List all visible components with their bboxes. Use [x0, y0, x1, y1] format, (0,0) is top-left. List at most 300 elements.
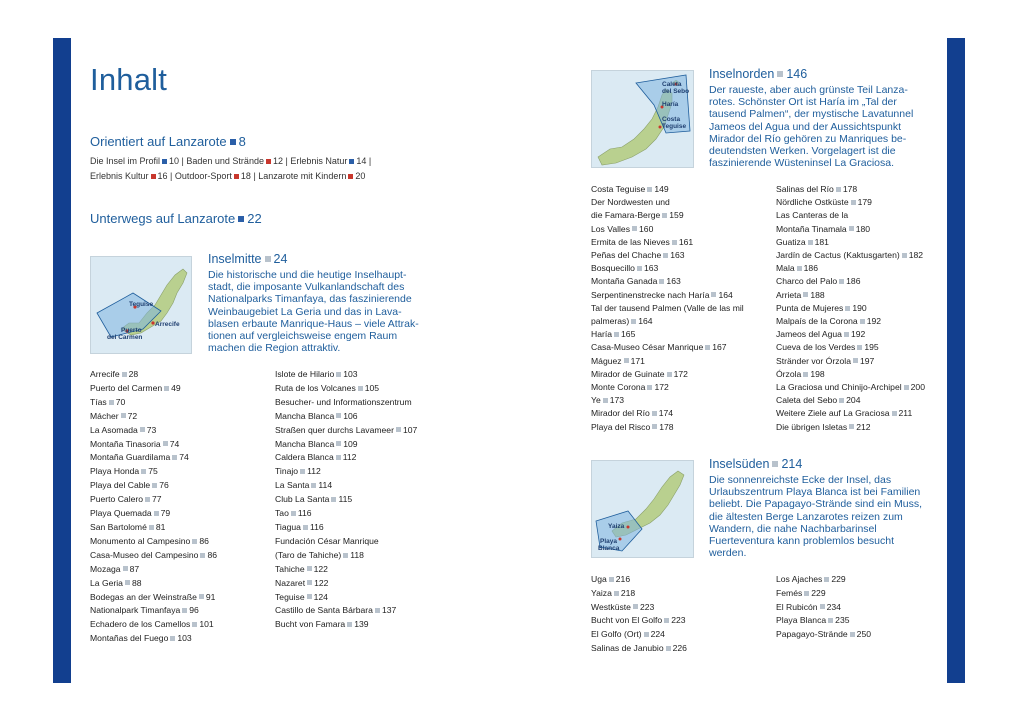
- list-item[interactable]: [90, 521, 217, 535]
- list-item[interactable]: [90, 451, 217, 465]
- square-bullet-icon: [609, 577, 614, 582]
- list-item-name: Salinas de Janubio: [591, 642, 664, 653]
- list-item[interactable]: [776, 315, 925, 328]
- list-item-name: Mácher: [90, 410, 119, 421]
- list-item-page: 216: [615, 574, 631, 584]
- list-item-page: 226: [672, 642, 687, 653]
- list-item-page: 74: [179, 452, 189, 463]
- list-item-page: 72: [127, 410, 138, 421]
- region-inselmitte-page: 24: [273, 252, 288, 266]
- list-item-page: 107: [402, 424, 418, 435]
- list-item[interactable]: [275, 577, 417, 591]
- desc-line: Wandern, die nahe Nachbarbarinsel: [709, 522, 877, 535]
- list-item[interactable]: [90, 410, 217, 424]
- list-item[interactable]: [591, 223, 744, 236]
- square-bullet-icon: [121, 413, 126, 418]
- orientiert-line-1: Die Insel im Profil 10 | Baden und Strände 12 | Erlebnis Natur 14 |: [90, 156, 372, 166]
- list-item-name: Costa Teguise: [591, 184, 646, 194]
- list-item[interactable]: [90, 438, 217, 452]
- list-item[interactable]: [591, 262, 744, 275]
- square-bullet-icon: [349, 159, 354, 164]
- desc-line: werden.: [709, 547, 747, 560]
- list-item-page: 163: [666, 276, 681, 287]
- list-item[interactable]: [90, 507, 217, 521]
- list-item-name: Playa del Risco: [591, 421, 651, 432]
- region-inselnorden-page: 146: [786, 67, 808, 81]
- square-bullet-icon: [797, 266, 802, 271]
- square-bullet-icon: [348, 174, 353, 179]
- list-item-page: 174: [658, 408, 674, 419]
- list-item-name: Punta de Mujeres: [776, 302, 844, 313]
- square-bullet-icon: [358, 386, 363, 391]
- list-item[interactable]: [776, 573, 871, 587]
- list-item-page: 70: [115, 396, 126, 407]
- list-item[interactable]: [776, 262, 925, 275]
- square-bullet-icon: [849, 424, 854, 429]
- list-item-name: Peñas del Chache: [591, 250, 662, 261]
- list-item[interactable]: [275, 521, 417, 535]
- list-item[interactable]: [591, 394, 744, 407]
- list-item[interactable]: [591, 315, 744, 328]
- square-bullet-icon: [839, 279, 844, 284]
- list-item-name: La Santa: [275, 480, 310, 491]
- list-item-name: Tías: [90, 396, 107, 407]
- list-item-name: Bosquecillo: [591, 263, 635, 274]
- right-page-band: [947, 38, 965, 683]
- list-item-name: Tinajo: [275, 466, 299, 477]
- list-item-page: 178: [842, 184, 858, 194]
- list-item-page: 112: [307, 466, 321, 477]
- left-page-band: [53, 38, 71, 683]
- square-bullet-icon: [892, 411, 897, 416]
- list-item-page: 116: [309, 521, 324, 532]
- square-bullet-icon: [300, 469, 305, 474]
- list-item[interactable]: [776, 236, 925, 249]
- list-item[interactable]: [591, 628, 687, 642]
- list-item-page: 87: [129, 563, 140, 574]
- list-item-page: 109: [343, 438, 358, 449]
- list-item-name: Cueva de los Verdes: [776, 342, 856, 353]
- list-item-page: 76: [159, 480, 169, 491]
- square-bullet-icon: [644, 632, 649, 637]
- list-item[interactable]: [776, 249, 925, 262]
- list-item-page: 212: [856, 421, 871, 432]
- section-orientiert-heading[interactable]: [90, 134, 246, 149]
- list-item[interactable]: [776, 328, 925, 341]
- square-bullet-icon: [199, 594, 204, 599]
- list-item-name: Puerto Calero: [90, 494, 144, 505]
- list-item[interactable]: [591, 249, 744, 262]
- desc-line: tionen auf vergleichsweise engem Raum: [208, 330, 398, 343]
- list-item-page: 229: [831, 574, 846, 584]
- desc-line: die ältesten Berge Lanzarotes reizen zum: [709, 510, 903, 523]
- list-item-name: Nazaret: [275, 577, 306, 588]
- desc-line: Fuerteventura kann problemlos besucht: [709, 535, 895, 548]
- region-inselmitte-heading[interactable]: [208, 252, 287, 266]
- list-item-name: Jameos del Agua: [776, 329, 842, 340]
- list-item-page: 114: [318, 480, 333, 491]
- list-item-name: Montañas del Fuego: [90, 633, 169, 644]
- list-item[interactable]: [591, 573, 687, 587]
- square-bullet-icon: [336, 372, 341, 377]
- map-label: Blanca: [598, 545, 620, 552]
- list-item[interactable]: [275, 410, 417, 424]
- list-item-name: El Golfo (Ort): [591, 629, 642, 640]
- desc-line: rotes. Schönster Ort ist Haría im „Tal der: [709, 96, 897, 109]
- list-item-name: palmeras): [591, 316, 630, 327]
- square-bullet-icon: [125, 580, 130, 585]
- desc-line: Jameos del Agua und der Aussichtspunkt: [709, 120, 902, 133]
- list-item-page: 223: [671, 615, 686, 626]
- list-item-name: Playa Honda: [90, 466, 140, 477]
- list-item-page: 171: [630, 355, 645, 366]
- list-item-name: (Taro de Tahiche): [275, 549, 342, 560]
- list-item[interactable]: [90, 549, 217, 563]
- list-item[interactable]: [591, 614, 687, 628]
- desc-line: deutendsten Werken. Vorgelagert ist die: [709, 145, 896, 158]
- desc-line: Die historische und die heutige Inselhaupt-: [208, 269, 407, 281]
- toc-entry[interactable]: Baden und Strände: [186, 156, 264, 166]
- square-bullet-icon: [777, 71, 783, 77]
- square-bullet-icon: [637, 266, 642, 271]
- square-bullet-icon: [291, 511, 296, 516]
- list-item-page: 172: [654, 382, 669, 393]
- list-item[interactable]: [776, 628, 871, 642]
- list-item[interactable]: [90, 368, 217, 382]
- list-item[interactable]: [275, 604, 417, 618]
- list-item-page: 159: [669, 210, 684, 221]
- list-item[interactable]: [776, 421, 925, 434]
- square-bullet-icon: [836, 187, 841, 192]
- list-item[interactable]: [776, 614, 871, 628]
- list-item[interactable]: [591, 196, 744, 209]
- list-item-page: 180: [855, 223, 871, 234]
- list-item[interactable]: [90, 577, 217, 591]
- list-item[interactable]: [591, 368, 744, 381]
- list-item-page: 91: [205, 591, 216, 602]
- list-item[interactable]: [90, 396, 217, 410]
- square-bullet-icon: [192, 622, 197, 627]
- inselnorden-map: [591, 70, 694, 168]
- list-item-page: 197: [860, 355, 875, 366]
- list-item-name: Tal der tausend Palmen (Valle de las mil: [591, 302, 744, 313]
- list-item-name: Westküste: [591, 601, 631, 612]
- list-item[interactable]: [776, 341, 925, 354]
- list-item[interactable]: [776, 394, 925, 407]
- square-bullet-icon: [624, 358, 629, 363]
- list-item-page: 198: [810, 368, 825, 379]
- region-inselsueden-heading[interactable]: [709, 457, 802, 471]
- list-item[interactable]: [591, 601, 687, 615]
- list-item[interactable]: [591, 407, 744, 420]
- list-item-name: Echadero de los Camellos: [90, 619, 191, 630]
- square-bullet-icon: [172, 455, 177, 460]
- list-item[interactable]: [776, 223, 925, 236]
- desc-line: Weinbaugebiet La Geria und das in Lava-: [208, 305, 402, 318]
- list-item-page: 122: [313, 563, 328, 574]
- section-unterwegs-heading[interactable]: [90, 211, 262, 226]
- list-item-name: Playa del Cable: [90, 480, 151, 491]
- square-bullet-icon: [849, 226, 854, 231]
- list-item-name: Club La Santa: [275, 494, 330, 505]
- list-item[interactable]: [275, 424, 417, 438]
- list-item-page: 86: [207, 549, 217, 560]
- square-bullet-icon: [265, 256, 271, 262]
- list-item[interactable]: [275, 368, 417, 382]
- list-item-page: 160: [639, 223, 654, 234]
- desc-line: Mirador del Río gehören zu Manriques be-: [709, 132, 907, 145]
- list-item-page: 96: [189, 605, 199, 616]
- square-bullet-icon: [336, 413, 341, 418]
- square-bullet-icon: [163, 441, 168, 446]
- list-item-page: 77: [152, 494, 162, 505]
- list-item[interactable]: [591, 421, 744, 434]
- list-item-name: Femés: [776, 587, 803, 598]
- square-bullet-icon: [614, 591, 619, 596]
- list-item[interactable]: [275, 451, 417, 465]
- list-item-page: 234: [826, 601, 841, 612]
- list-item-name: Salinas del Río: [776, 184, 834, 194]
- list-item[interactable]: [591, 302, 744, 315]
- list-item-name: Las Canteras de la: [776, 210, 849, 221]
- toc-page: 14: [356, 156, 367, 166]
- list-item-name: Tahiche: [275, 563, 305, 574]
- list-item[interactable]: [776, 355, 925, 368]
- list-item[interactable]: [591, 275, 744, 288]
- section-orientiert-page: 8: [238, 134, 246, 149]
- map-label: Arrecife: [155, 321, 180, 328]
- desc-line: machen die Region attraktiv.: [208, 342, 341, 355]
- square-bullet-icon: [902, 253, 907, 258]
- list-item[interactable]: [275, 396, 417, 410]
- square-bullet-icon: [164, 386, 169, 391]
- list-item-name: Los Valles: [591, 223, 631, 234]
- inselsueden-list-col2: [776, 573, 871, 642]
- list-item[interactable]: [90, 618, 217, 632]
- toc-entry[interactable]: Erlebnis Kultur: [90, 171, 149, 181]
- list-item-name: Monumento al Campesino: [90, 535, 191, 546]
- list-item[interactable]: [591, 236, 744, 249]
- list-item[interactable]: [275, 507, 417, 521]
- list-item-page: 73: [146, 424, 157, 435]
- list-item[interactable]: [591, 381, 744, 394]
- list-item[interactable]: [90, 493, 217, 507]
- list-item-name: Bucht von El Golfo: [591, 615, 663, 626]
- list-item-name: Die übrigen Isletas: [776, 421, 848, 432]
- list-item-page: 74: [169, 438, 180, 449]
- list-item-name: Mozaga: [90, 563, 121, 574]
- square-bullet-icon: [154, 511, 159, 516]
- list-item-page: 223: [639, 601, 655, 612]
- square-bullet-icon: [109, 400, 114, 405]
- list-item-name: Mancha Blanca: [275, 410, 335, 421]
- region-inselsueden-page: 214: [781, 457, 803, 471]
- toc-entry[interactable]: Lanzarote mit Kindern: [258, 171, 347, 181]
- map-label: Puerto: [121, 327, 142, 334]
- list-item[interactable]: [275, 549, 417, 563]
- list-item-name: Charco del Palo: [776, 276, 838, 287]
- square-bullet-icon: [772, 461, 778, 467]
- list-item-page: 211: [898, 408, 913, 419]
- section-unterwegs-title: Unterwegs auf Lanzarote: [90, 211, 236, 226]
- square-bullet-icon: [396, 427, 401, 432]
- toc-entry[interactable]: Erlebnis Natur: [290, 156, 348, 166]
- list-item-name: La Geria: [90, 577, 123, 588]
- list-item-name: Montaña Tinasoria: [90, 438, 161, 449]
- list-item-name: Papagayo-Strände: [776, 629, 848, 640]
- list-item[interactable]: [275, 563, 417, 577]
- list-item-name: Arrecife: [90, 369, 120, 379]
- list-item-page: 118: [350, 549, 364, 560]
- map-label: Playa: [600, 538, 617, 545]
- square-bullet-icon: [631, 319, 636, 324]
- list-item-name: El Rubicón: [776, 601, 818, 612]
- list-item[interactable]: [90, 465, 217, 479]
- list-item[interactable]: [90, 479, 217, 493]
- list-item-name: die Famara-Berge: [591, 210, 661, 221]
- list-item-page: 182: [908, 250, 924, 261]
- list-item-page: 178: [659, 421, 674, 432]
- list-item-name: Arrieta: [776, 289, 802, 300]
- list-item[interactable]: [591, 289, 744, 302]
- list-item[interactable]: [591, 642, 687, 656]
- list-item-page: 122: [314, 577, 329, 588]
- list-item[interactable]: [275, 618, 417, 632]
- list-item[interactable]: [275, 479, 417, 493]
- list-item[interactable]: [591, 209, 744, 222]
- list-item-page: 28: [128, 369, 139, 379]
- list-item-page: 139: [354, 619, 369, 630]
- list-item-page: 101: [199, 619, 214, 630]
- square-bullet-icon: [238, 216, 244, 222]
- list-item[interactable]: [591, 341, 744, 354]
- square-bullet-icon: [122, 372, 127, 377]
- list-item[interactable]: [776, 381, 925, 394]
- square-bullet-icon: [804, 591, 809, 596]
- list-item-page: 164: [718, 289, 733, 300]
- map-label: Teguise: [129, 301, 154, 308]
- list-item[interactable]: [90, 535, 217, 549]
- toc-page: 10: [169, 156, 180, 166]
- list-item[interactable]: [90, 424, 217, 438]
- list-item[interactable]: [591, 183, 744, 196]
- list-item[interactable]: [776, 407, 925, 420]
- square-bullet-icon: [647, 187, 652, 192]
- region-inselnorden-heading[interactable]: [709, 67, 807, 81]
- map-label: del Sebo: [662, 88, 690, 95]
- desc-line: beliebt. Die Papagayo-Strände sind ein Muss,: [709, 498, 923, 511]
- region-inselsueden-title: Inselsüden: [709, 457, 770, 471]
- toc-page: 20: [355, 171, 366, 181]
- list-item-page: 86: [199, 535, 209, 546]
- list-item-name: Nationalpark Timanfaya: [90, 605, 181, 616]
- list-item[interactable]: [776, 209, 925, 222]
- list-item[interactable]: [90, 604, 217, 618]
- square-bullet-icon: [307, 594, 312, 599]
- list-item-page: 224: [650, 629, 665, 640]
- list-item-page: 186: [846, 276, 861, 287]
- square-bullet-icon: [162, 159, 167, 164]
- list-item[interactable]: [90, 632, 217, 646]
- list-item-page: 173: [609, 395, 625, 406]
- list-item[interactable]: [776, 368, 925, 381]
- list-item[interactable]: [90, 563, 217, 577]
- toc-entry[interactable]: Die Insel im Profil: [90, 156, 161, 166]
- list-item-page: 103: [177, 633, 192, 644]
- desc-line: blasen erbaute Manrique-Haus – viele Attrak-: [208, 317, 419, 330]
- list-item[interactable]: [275, 465, 417, 479]
- inselmitte-list-col1: [90, 368, 217, 646]
- list-item-name: Malpaís de la Corona: [776, 316, 858, 327]
- list-item-name: Ruta de los Volcanes: [275, 382, 356, 393]
- list-item[interactable]: [591, 328, 744, 341]
- square-bullet-icon: [140, 427, 145, 432]
- square-bullet-icon: [663, 253, 668, 258]
- list-item-name: Castillo de Santa Bárbara: [275, 605, 373, 616]
- desc-line: faszinierende Wüsteninsel La Graciosa.: [709, 157, 895, 170]
- list-item[interactable]: [275, 438, 417, 452]
- square-bullet-icon: [307, 580, 312, 585]
- list-item[interactable]: [776, 302, 925, 315]
- inselmitte-map: [90, 256, 192, 354]
- square-bullet-icon: [303, 525, 308, 530]
- section-unterwegs-page: 22: [247, 211, 262, 226]
- list-item[interactable]: [591, 587, 687, 601]
- inselsueden-map: [591, 460, 694, 558]
- list-item-name: Haría: [591, 329, 613, 340]
- region-inselmitte-description: [208, 269, 419, 354]
- list-item-page: 192: [850, 329, 866, 340]
- list-item[interactable]: [776, 183, 925, 196]
- list-item[interactable]: [776, 587, 871, 601]
- list-item[interactable]: [776, 196, 925, 209]
- list-item[interactable]: [275, 591, 417, 605]
- inselsueden-list-col1: [591, 573, 687, 656]
- list-item-page: 116: [297, 508, 312, 519]
- square-bullet-icon: [347, 622, 352, 627]
- list-item[interactable]: [275, 535, 417, 549]
- desc-line: Die sonnenreichste Ecke der Insel, das: [709, 474, 892, 486]
- list-item[interactable]: [275, 493, 417, 507]
- list-item-name: Mancha Blanca: [275, 438, 335, 449]
- list-item-page: 179: [857, 197, 872, 208]
- list-item-page: 165: [621, 329, 636, 340]
- list-item[interactable]: [776, 601, 871, 615]
- list-item[interactable]: [776, 275, 925, 288]
- square-bullet-icon: [170, 636, 175, 641]
- list-item-name: Ye: [591, 395, 601, 406]
- map-label: Caleta: [662, 81, 682, 88]
- list-item[interactable]: [90, 382, 217, 396]
- square-bullet-icon: [808, 240, 813, 245]
- map-label: Teguise: [662, 123, 687, 130]
- list-item[interactable]: [275, 382, 417, 396]
- list-item-name: Mirador del Río: [591, 408, 650, 419]
- list-item[interactable]: [90, 591, 217, 605]
- list-item-name: Montaña Guardilama: [90, 452, 171, 463]
- square-bullet-icon: [141, 469, 146, 474]
- square-bullet-icon: [266, 159, 271, 164]
- list-item-page: 115: [338, 494, 353, 505]
- list-item-name: Los Ajaches: [776, 574, 823, 584]
- list-item[interactable]: [776, 289, 925, 302]
- list-item[interactable]: [591, 355, 744, 368]
- toc-entry[interactable]: Outdoor-Sport: [174, 171, 232, 181]
- square-bullet-icon: [667, 372, 672, 377]
- square-bullet-icon: [234, 174, 239, 179]
- list-item-page: 190: [852, 302, 867, 313]
- square-bullet-icon: [652, 424, 657, 429]
